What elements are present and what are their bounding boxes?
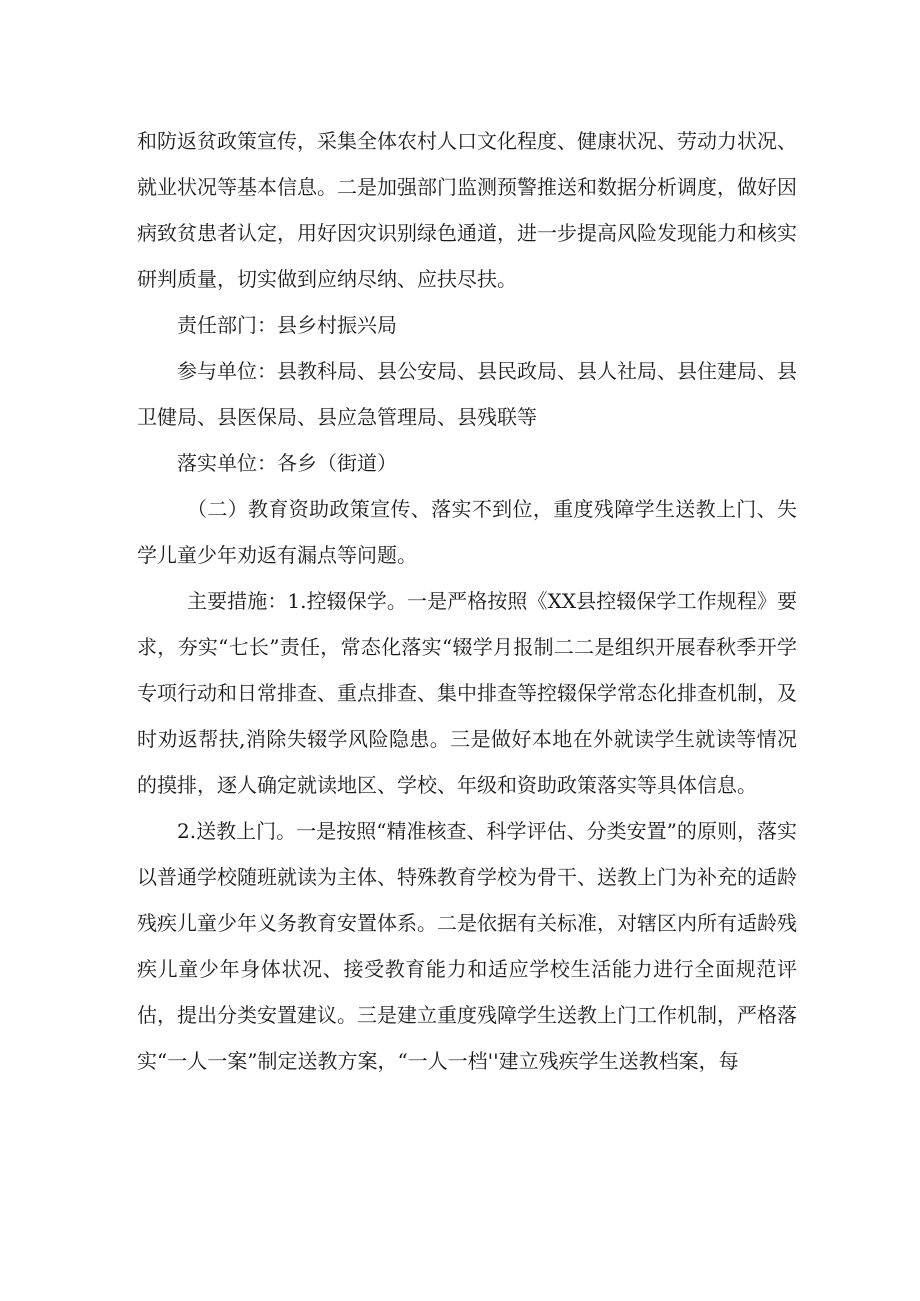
paragraph-responsible-department: 责任部门：县乡村振兴局 <box>177 313 397 337</box>
section-heading-education: （二）教育资助政策宣传、落实不到位，重度残障学生送教上门、失学儿童少年劝返有漏点等问题。 <box>137 497 797 567</box>
paragraph-continued-intro: 和防返贫政策宣传，采集全体农村人口文化程度、健康状况、劳动力状况、就业状况等基本信息。二是加强部门监测预警推送和数据分析调度，做好因病致贫患者认定，用好因灾识别绿色通道，进一步提高风险发现能力和核实研判质量，切实做到应纳尽纳、应扶尽扶。 <box>137 129 797 291</box>
paragraph-implementing-units: 落实单位：各乡（街道） <box>177 451 397 475</box>
paragraph-home-education: 2.送教上门。一是按照“精准核查、科学评估、分类安置”的原则，落实以普通学校随班就读为主体、特殊教育学校为骨干、送教上门为补充的适龄残疾儿童少年义务教育安置体系。二是依据有关标准，对辖区内所有适龄残疾儿童少年身体状况、接受教育能力和适应学校生活能力进行全面规范评估，提出分类安置建议。三是建立重度残障学生送教上门工作机制，严格落实“一人一案”制定送教方案，“一人一档''建立残疾学生送教档案，每 <box>137 819 797 1073</box>
document-body <box>137 118 797 1084</box>
paragraph-main-measures: 主要措施：1.控辍保学。一是严格按照《XX县控辍保学工作规程》要求，夯实“七长”责任，常态化落实“辍学月报制二二是组织开展春秋季开学专项行动和日常排查、重点排查、集中排查等控辍保学常态化排查机制，及时劝返帮扶,消除失辍学风险隐患。三是做好本地在外就读学生就读等情况的摸排，逐人确定就读地区、学校、年级和资助政策落实等具体信息。 <box>137 589 797 797</box>
paragraph-participating-units: 参与单位：县教科局、县公安局、县民政局、县人社局、县住建局、县卫健局、县医保局、县应急管理局、县残联等 <box>137 359 797 429</box>
